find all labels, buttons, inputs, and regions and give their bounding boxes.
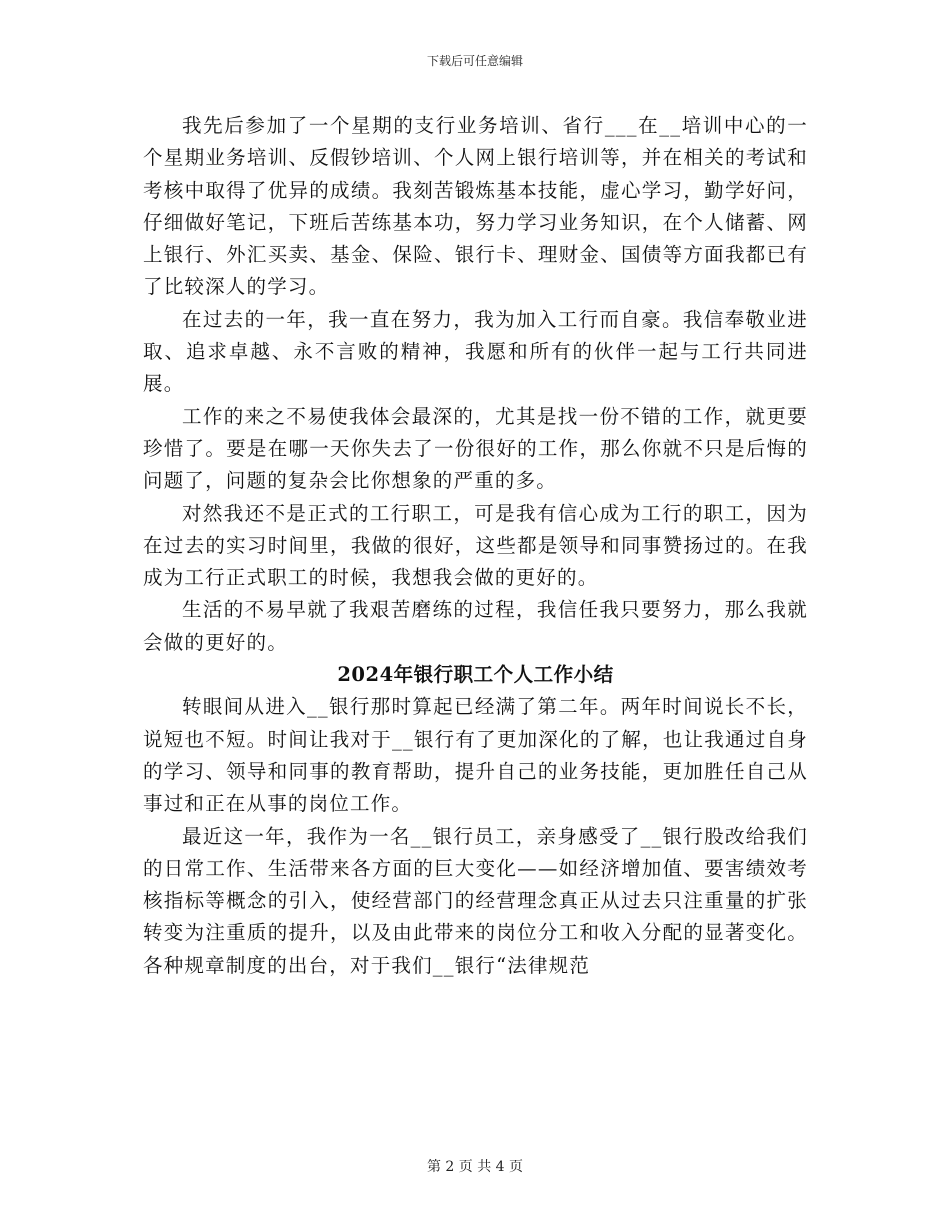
- paragraph-effort: 生活的不易早就了我艰苦磨练的过程，我信任我只要努力，那么我就会做的更好的。: [143, 598, 808, 654]
- paragraph-reform-changes: 最近这一年，我作为一名__银行员工，亲身感受了__银行股改给我们的日常工作、生活带来各方面的巨大变化——如经济增加值、要害绩效考核指标等概念的引入，使经营部门的经营理念真正从过去只注重量的扩张转变为注重质的提升，以及由此带来的岗位分工和收入分配的显著变化。各种规章制度的出台，对于我们__银行“法律规范: [143, 824, 808, 977]
- document-body: [143, 110, 808, 982]
- paragraph-past-year: 在过去的一年，我一直在努力，我为加入工行而自豪。我信奉敬业进取、追求卓越、永不言败的精神，我愿和所有的伙伴一起与工行共同进展。: [143, 307, 808, 396]
- paragraph-job-value: 工作的来之不易使我体会最深的，尤其是找一份不错的工作，就更要珍惜了。要是在哪一天你失去了一份很好的工作，那么你就不只是后悔的问题了，问题的复杂会比你想象的严重的多。: [143, 404, 808, 493]
- paragraph-two-years: 转眼间从进入__银行那时算起已经满了第二年。两年时间说长不长，说短也不短。时间让我对于__银行有了更加深化的了解，也让我通过自身的学习、领导和同事的教育帮助，提升自己的业务技能，更加胜任自己从事过和正在从事的岗位工作。: [143, 695, 808, 816]
- page-number: 第 2 页 共 4 页: [426, 1159, 524, 1175]
- section-title: 2024年银行职工个人工作小结: [337, 663, 614, 687]
- page-header: 下载后可任意编辑: [426, 54, 523, 68]
- paragraph-confidence: 对然我还不是正式的工行职工，可是我有信心成为工行的职工，因为在过去的实习时间里，我做的很好，这些都是领导和同事赞扬过的。在我成为工行正式职工的时候，我想我会做的更好的。: [143, 501, 808, 590]
- paragraph-training: 我先后参加了一个星期的支行业务培训、省行___在__培训中心的一个星期业务培训、反假钞培训、个人网上银行培训等，并在相关的考试和考核中取得了优异的成绩。我刻苦锻炼基本技能，虚心学习，勤学好问，仔细做好笔记，下班后苦练基本功，努力学习业务知识，在个人储蓄、网上银行、外汇买卖、基金、保险、银行卡、理财金、国债等方面我都已有了比较深人的学习。: [143, 114, 808, 299]
